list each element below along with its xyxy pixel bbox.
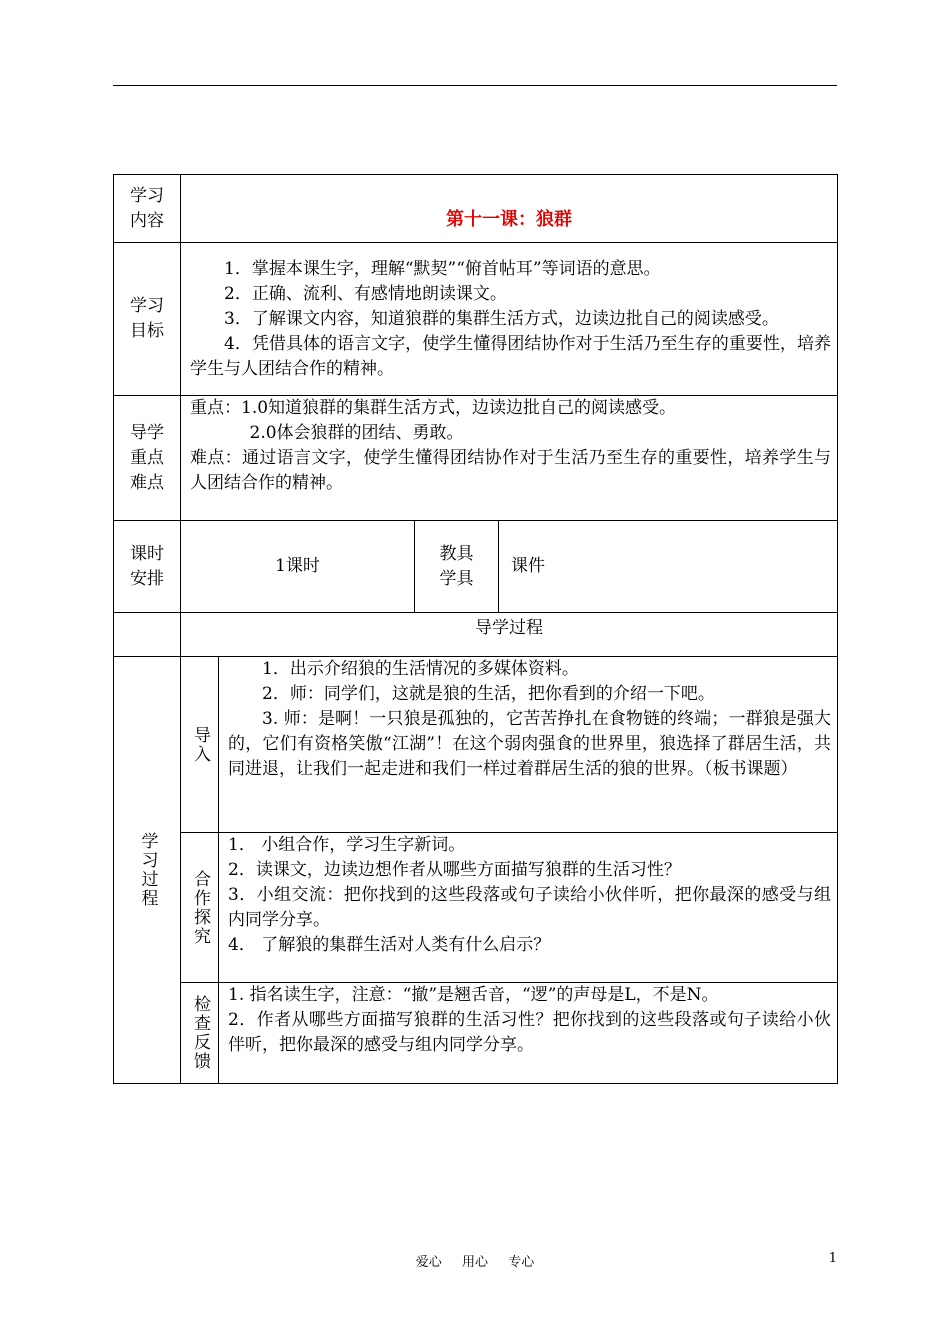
intro-item: 1．出示介绍狼的生活情况的多媒体资料。 [262, 659, 579, 679]
feedback-item: 2．作者从哪些方面描写狼群的生活习性？把你找到的这些段落或句子读给小伙伴听，把你最深的感受与组内同学分享。 [228, 1010, 831, 1055]
row-explore [114, 833, 838, 983]
feedback-item: 1. 指名读生字，注意：“撤”是翘舌音，“逻”的声母是L，不是N。 [228, 985, 719, 1005]
tools-value: 课件 [499, 521, 838, 613]
row-process-heading [114, 613, 838, 657]
explore-item: 3．小组交流：把你找到的这些段落或句子读给小伙伴听，把你最深的感受与组内同学分享。 [228, 885, 831, 930]
label-content: 学习内容 [114, 175, 181, 243]
label-schedule: 课时安排 [114, 521, 181, 613]
explore-cell [219, 833, 838, 983]
goal-item: 1．掌握本课生字，理解“默契”“俯首帖耳”等词语的意思。 [224, 258, 661, 279]
page-number: 1 [828, 1251, 837, 1266]
row-goals [114, 243, 838, 396]
explore-item: 4． 了解狼的集群生活对人类有什么启示？ [228, 935, 551, 955]
label-process: 学习过程 [114, 657, 181, 1084]
explore-item: 1． 小组合作，学习生字新词。 [228, 835, 466, 855]
goal-item: 4．凭借具体的语言文字，使学生懂得团结协作对于生活乃至生存的重要性，培养学生与人团结合作的精神。 [190, 333, 831, 379]
label-intro: 导入 [181, 657, 219, 833]
feedback-cell [219, 983, 838, 1084]
intro-cell [219, 657, 838, 833]
key-points-cell [181, 396, 838, 521]
lesson-title: 第十一课：狼群 [181, 175, 838, 243]
goal-item: 3．了解课文内容，知道狼群的集群生活方式，边读边批自己的阅读感受。 [224, 308, 779, 329]
process-heading: 导学过程 [181, 613, 838, 657]
lesson-plan-table [113, 174, 838, 1084]
explore-item: 2．读课文，边读边想作者从哪些方面描写狼群的生活习性？ [228, 860, 681, 880]
row-content [114, 175, 838, 243]
intro-item: 3. 师：是啊！一只狼是孤独的，它苦苦挣扎在食物链的终端；一群狼是强大的，它们有资格笑傲“江湖”！在这个弱肉强食的世界里，狼选择了群居生活，共同进退，让我们一起走进和我们一样过着群居生活的狼的世界。（板书课题） [228, 709, 831, 779]
goals-cell [181, 243, 838, 396]
difficult-point: 难点：通过语言文字，使学生懂得团结协作对于生活乃至生存的重要性，培养学生与人团结合作的精神。 [190, 448, 831, 493]
label-tools: 教具学具 [415, 521, 499, 613]
row-feedback [114, 983, 838, 1084]
header-rule [113, 85, 837, 86]
label-key-points: 导学重点难点 [114, 396, 181, 521]
row-schedule [114, 521, 838, 613]
row-intro [114, 657, 838, 833]
label-explore: 合作探究 [181, 833, 219, 983]
key-point-2: 2.0体会狼群的团结、勇敢。 [249, 423, 464, 443]
label-feedback: 检查反馈 [181, 983, 219, 1084]
goal-item: 2．正确、流利、有感情地朗读课文。 [224, 283, 507, 304]
label-goals: 学习目标 [114, 243, 181, 396]
intro-item: 2．师：同学们，这就是狼的生活，把你看到的介绍一下吧。 [262, 684, 715, 704]
row-key-points [114, 396, 838, 521]
key-point-1: 重点：1.0知道狼群的集群生活方式，边读边批自己的阅读感受。 [190, 398, 677, 418]
footer-slogan: 爱心 用心 专心 [415, 1255, 535, 1270]
empty-cell [114, 613, 181, 657]
schedule-value: 1课时 [181, 521, 415, 613]
